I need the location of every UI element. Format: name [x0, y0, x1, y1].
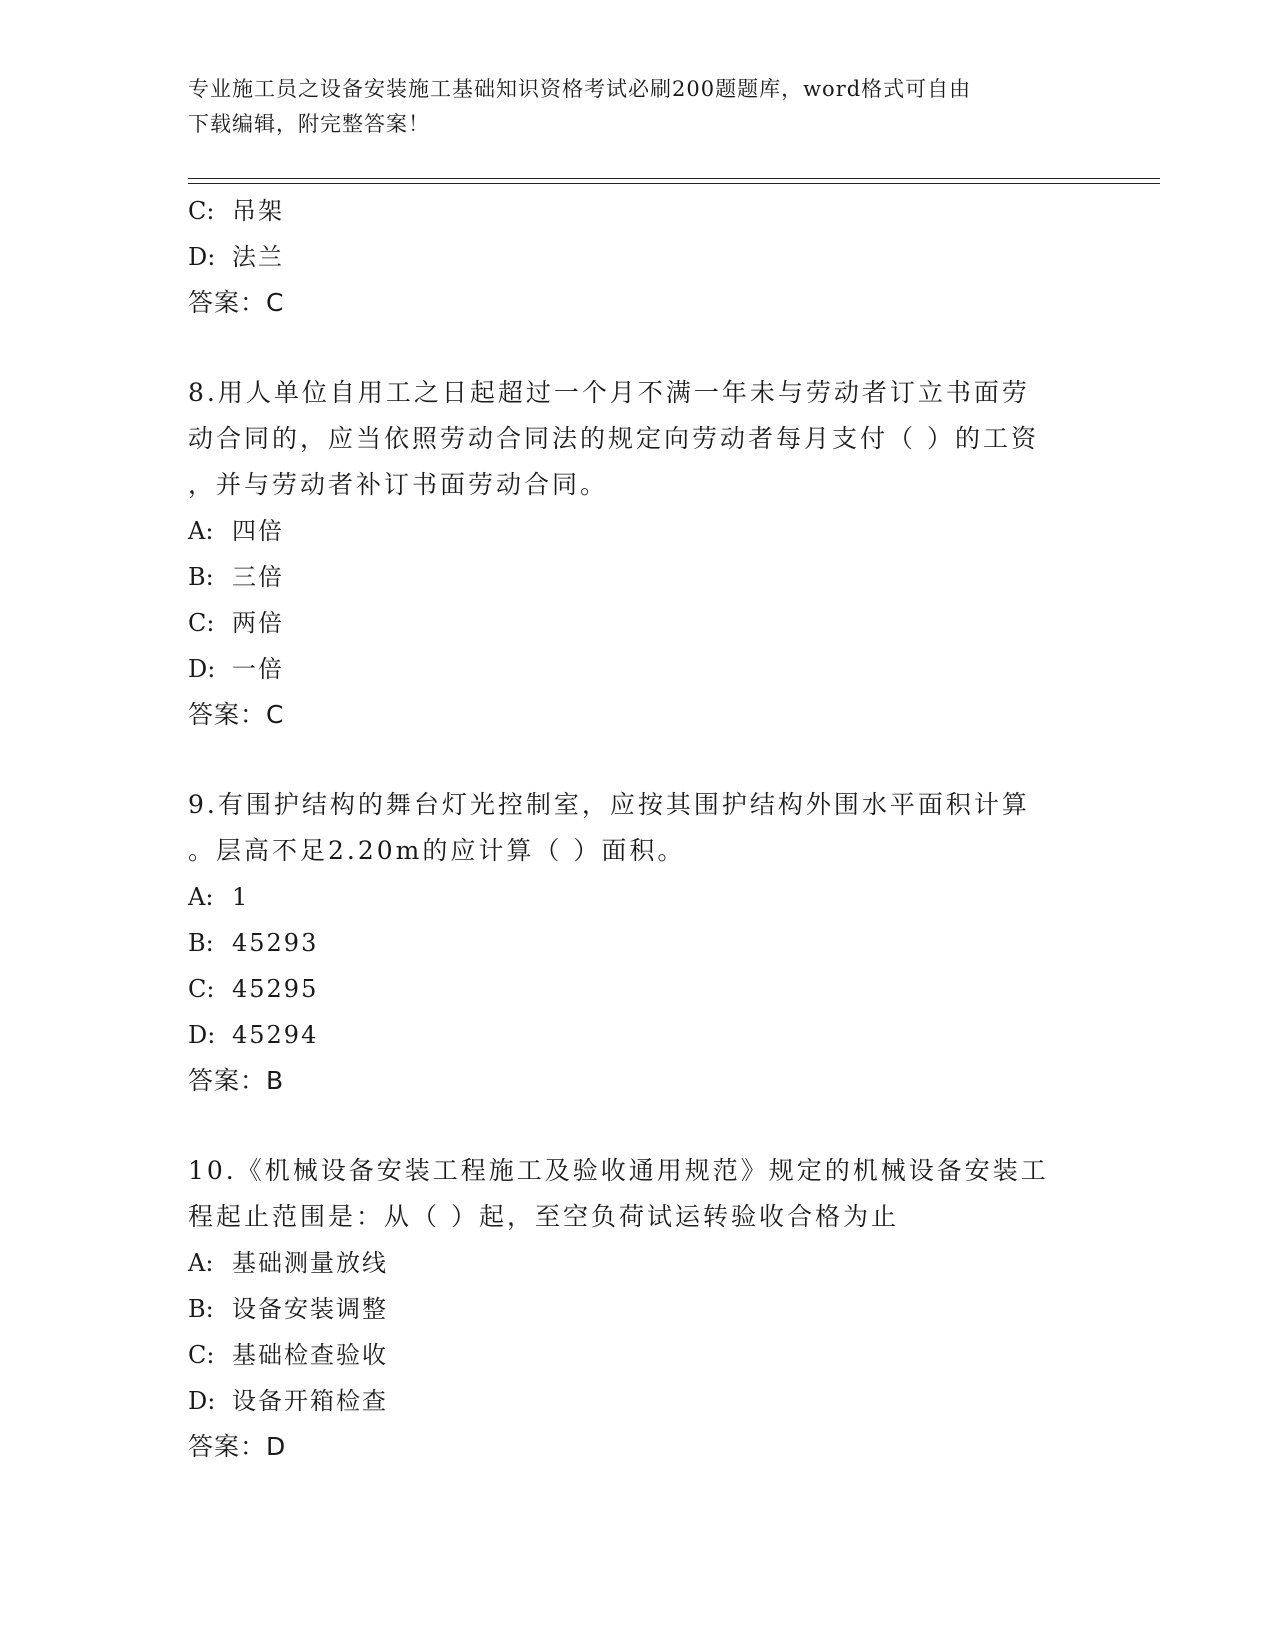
- option-d: D: 法兰: [188, 243, 284, 271]
- document-header: [188, 72, 1068, 142]
- answer-line: 答案：C: [188, 700, 285, 729]
- answer-line: 答案：B: [188, 1066, 285, 1095]
- question-9: [188, 782, 1088, 1104]
- question-list: [188, 188, 1088, 1470]
- answer-line: 答案：D: [188, 1432, 287, 1461]
- option-d: D: 45294: [188, 1021, 319, 1049]
- option-a: A: 四倍: [188, 517, 284, 545]
- question-7-continued: [188, 188, 1088, 326]
- option-b: B: 三倍: [188, 563, 284, 591]
- option-b: B: 45293: [188, 929, 319, 957]
- question-text: 10.《机械设备安装工程施工及验收通用规范》规定的机械设备安装工 程起止范围是：从（ ）起，至空负荷试运转验收合格为止: [188, 1156, 1049, 1231]
- header-line-1: 专业施工员之设备安装施工基础知识资格考试必刷200题题库，word格式可自由: [188, 77, 972, 101]
- answer-line: 答案：C: [188, 288, 285, 317]
- option-a: A: 基础测量放线: [188, 1249, 388, 1277]
- option-a: A: 1: [188, 883, 250, 911]
- header-line-2: 下载编辑，附完整答案！: [188, 112, 430, 136]
- header-divider-bottom: [188, 183, 1160, 184]
- option-d: D: 设备开箱检查: [188, 1387, 388, 1415]
- header-divider-top: [188, 178, 1160, 179]
- option-c: C: 基础检查验收: [188, 1341, 388, 1369]
- question-text: 9.有围护结构的舞台灯光控制室，应按其围护结构外围水平面积计算 。层高不足2.20m的应计算（ ）面积。: [188, 790, 1030, 865]
- question-10: [188, 1148, 1088, 1470]
- option-b: B: 设备安装调整: [188, 1295, 388, 1323]
- option-d: D: 一倍: [188, 655, 284, 683]
- option-c: C: 两倍: [188, 609, 284, 637]
- question-8: [188, 370, 1088, 738]
- option-c: C: 吊架: [188, 197, 284, 225]
- option-c: C: 45295: [188, 975, 319, 1003]
- question-text: 8.用人单位自用工之日起超过一个月不满一年未与劳动者订立书面劳 动合同的，应当依照劳动合同法的规定向劳动者每月支付（ ）的工资 ，并与劳动者补订书面劳动合同。: [188, 378, 1039, 499]
